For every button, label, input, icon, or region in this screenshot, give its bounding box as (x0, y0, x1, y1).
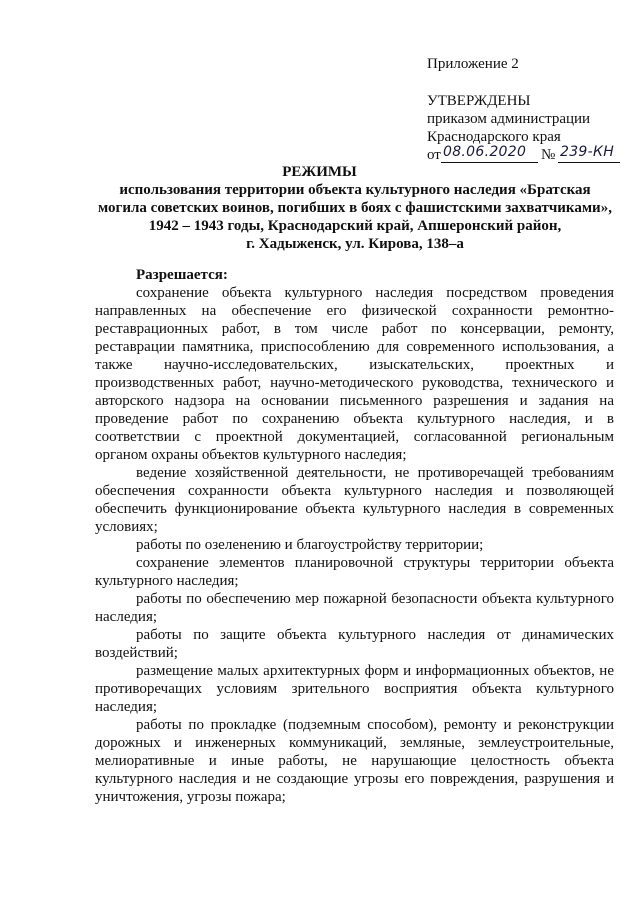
approved-label: УТВЕРЖДЕНЫ (427, 93, 531, 109)
document-body (95, 284, 614, 806)
order-line: приказом администрации (427, 111, 591, 127)
section-heading: Разрешается: (136, 267, 228, 283)
subtitle-line: г. Хадыженск, ул. Кирова, 138–а (246, 236, 464, 252)
body-paragraph: размещение малых архитектурных форм и информационных объектов, не противоречащих условиям зрительного восприятия объекта культурного наследия; (95, 663, 614, 715)
body-paragraph: работы по озеленению и благоустройству территории; (136, 537, 484, 553)
document-title: РЕЖИМЫ (282, 164, 357, 180)
document-subtitle (95, 181, 615, 253)
subtitle-line: 1942 – 1943 годы, Краснодарский край, Апшеронский район, (148, 218, 562, 234)
body-paragraph: ведение хозяйственной деятельности, не противоречащей требованиям обеспечения сохранности объекта культурного наследия и позволяющей обеспечить функционирование объекта культурного наследия в современных условиях; (95, 465, 614, 535)
body-paragraph: работы по защите объекта культурного наследия от динамических воздействий; (95, 627, 614, 661)
appendix-label: Приложение 2 (427, 56, 519, 72)
handwritten-number: 239-КН (560, 144, 615, 160)
number-sign: № (541, 147, 556, 163)
body-paragraph: сохранение объекта культурного наследия посредством проведения направленных на обеспечение его физической сохранности ремонтно-реставрационных работ, в том числе работ по консервации, ремонту, реставрации памятника, приспособлению для современного использования, а также научно-исследовательских, изыскательских, проектных и производственных работ, научно-методического руководства, технического и авторского надзора на основании письменного разрешения и задания на проведение работ по сохранению объекта культурного наследия, и в соответствии с проектной документацией, согласованной региональным органом охраны объектов культурного наследия; (95, 285, 614, 463)
body-paragraph: работы по обеспечению мер пожарной безопасности объекта культурного наследия; (95, 591, 614, 625)
body-paragraph: сохранение элементов планировочной структуры территории объекта культурного наследия; (95, 555, 614, 589)
handwritten-date: 08.06.2020 (443, 144, 527, 160)
date-prefix: от (427, 147, 441, 163)
body-paragraph: работы по прокладке (подземным способом), ремонту и реконструкции дорожных и инженерных коммуникаций, земляные, землеустроительные, мелиоративные и иные работы, не нарушающие целостность объекта культурного наследия и не создающие угрозы его повреждения, разрушения и уничтожения, угрозы пожара; (95, 717, 614, 805)
date-number-line (427, 144, 615, 164)
approval-block (427, 92, 615, 164)
region-line: Краснодарского края (427, 129, 561, 145)
subtitle-line: использования территории объекта культурного наследия «Братская (119, 182, 591, 198)
subtitle-line: могила советских воинов, погибших в боях с фашистскими захватчиками», (98, 200, 612, 216)
